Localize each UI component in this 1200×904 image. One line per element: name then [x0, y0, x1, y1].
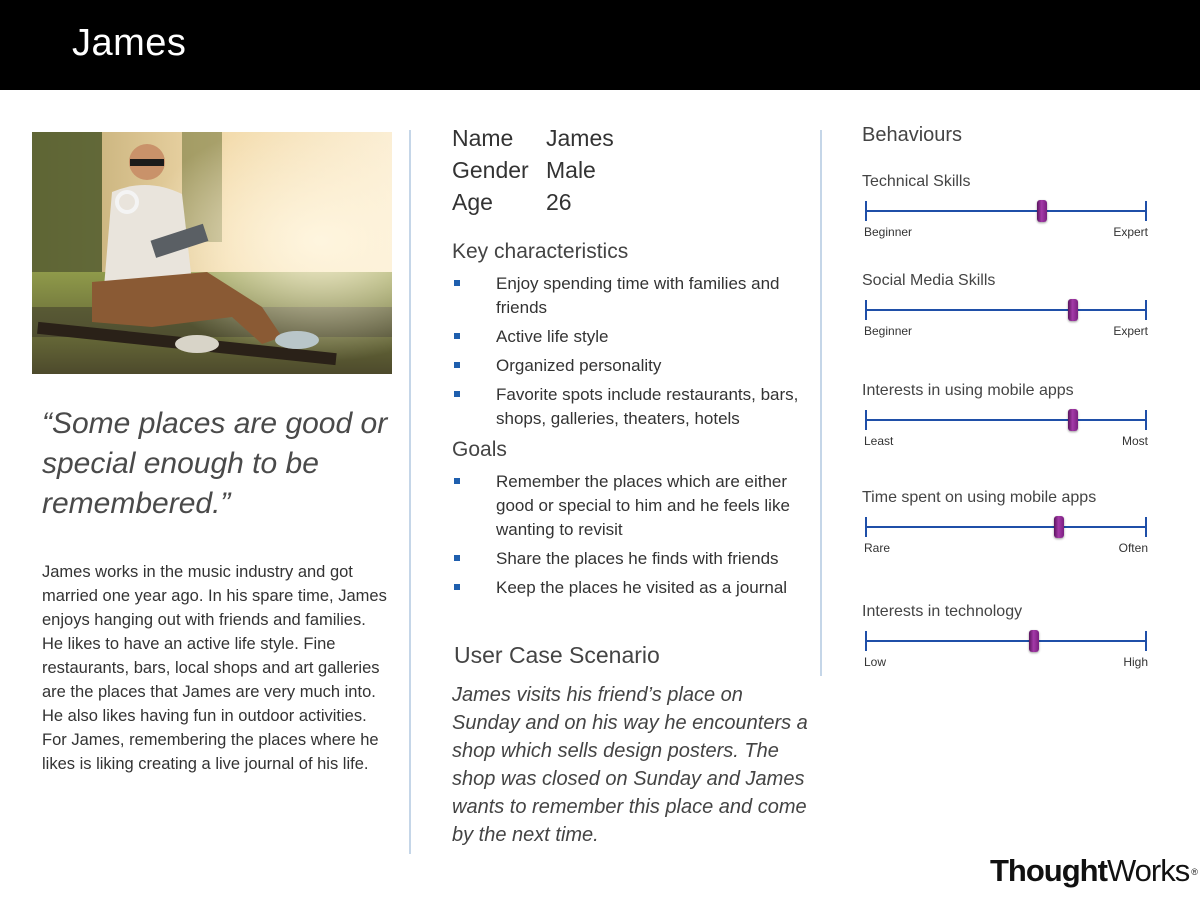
slider-max-label: Expert	[1113, 324, 1148, 338]
profile-value: Male	[546, 157, 596, 183]
page-title: James	[72, 22, 187, 64]
registered-mark: ®	[1191, 867, 1198, 877]
persona-quote: “Some places are good or special enough to be remembered.”	[42, 407, 388, 520]
profile-label: Age	[452, 189, 493, 215]
scenario-text: James visits his friend’s place on Sunday and on his way he encounters a shop which sells design posters. The shop was closed on Sunday and James wants to remember this place and come by the next time.	[452, 684, 808, 846]
slider-cap-left	[865, 410, 867, 430]
header-bar	[0, 0, 1200, 90]
list-item: Favorite spots include restaurants, bars, shops, galleries, theaters, hotels	[452, 383, 802, 431]
slider-max-label: Often	[1118, 541, 1148, 555]
goals-list	[452, 470, 802, 605]
slider-cap-right	[1145, 300, 1147, 320]
list-item: Share the places he finds with friends	[452, 547, 802, 571]
slider-knob	[1054, 516, 1064, 538]
slider-knob	[1068, 409, 1078, 431]
profile-row-gender	[452, 154, 614, 186]
slider-track	[866, 526, 1146, 528]
profile-label: Gender	[452, 157, 529, 183]
slider-knob	[1068, 299, 1078, 321]
list-item: Enjoy spending time with families and friends	[452, 272, 802, 320]
slider-track	[866, 640, 1146, 642]
scenario-title: User Case Scenario	[454, 642, 660, 668]
slider-cap-left	[865, 631, 867, 651]
behaviours-title: Behaviours	[862, 124, 963, 146]
logo-regular-text: Works	[1106, 853, 1190, 888]
goals-title: Goals	[452, 438, 507, 461]
slider-label: Interests in using mobile apps	[862, 382, 1074, 399]
slider-cap-left	[865, 201, 867, 221]
slider-track	[866, 309, 1146, 311]
key-characteristics-title: Key characteristics	[452, 240, 629, 263]
slider-knob	[1029, 630, 1039, 652]
profile-label: Name	[452, 125, 514, 151]
slider-label: Social Media Skills	[862, 272, 996, 289]
column-divider-right	[820, 130, 822, 676]
logo-bold-text: Thought	[990, 853, 1107, 888]
slider-cap-left	[865, 300, 867, 320]
slider-time-spent-mobile-apps	[862, 489, 1150, 569]
slider-min-label: Beginner	[864, 324, 913, 338]
slider-min-label: Least	[864, 434, 894, 448]
profile-value: 26	[546, 189, 572, 215]
slider-label: Interests in technology	[862, 603, 1023, 620]
slider-knob	[1037, 200, 1047, 222]
slider-label: Time spent on using mobile apps	[862, 489, 1097, 506]
slider-cap-left	[865, 517, 867, 537]
thoughtworks-logo	[990, 853, 1196, 889]
slider-max-label: Expert	[1113, 225, 1148, 239]
slider-cap-right	[1145, 201, 1147, 221]
slider-max-label: High	[1123, 655, 1148, 669]
profile-value: James	[546, 125, 614, 151]
profile-row-name	[452, 122, 614, 154]
slider-min-label: Beginner	[864, 225, 913, 239]
persona-bio: James works in the music industry and got married one year ago. In his spare time, James enjoys hanging out with friends and families. He likes to have an active life style. Fine restaurants, bars, local shops and art galleries are the places that James are very much into. He also likes having fun in outdoor activities. For James, remembering the places where he likes is liking creating a live journal of his life.	[42, 563, 387, 773]
profile-info	[452, 122, 614, 218]
slider-social-media-skills	[862, 272, 1150, 352]
slider-track	[866, 419, 1146, 421]
slider-track	[866, 210, 1146, 212]
profile-row-age	[452, 186, 614, 218]
slider-cap-right	[1145, 410, 1147, 430]
list-item: Remember the places which are either good or special to him and he feels like wanting to revisit	[452, 470, 802, 542]
slider-interests-mobile-apps	[862, 382, 1150, 462]
slider-cap-right	[1145, 517, 1147, 537]
key-characteristics-list	[452, 272, 802, 436]
slider-technical-skills	[862, 173, 1150, 253]
slider-min-label: Rare	[864, 541, 891, 555]
persona-photo	[32, 132, 392, 374]
persona-photo-image	[32, 132, 392, 374]
slider-interests-technology	[862, 603, 1150, 683]
column-divider-left	[409, 130, 411, 854]
list-item: Organized personality	[452, 354, 802, 378]
slider-cap-right	[1145, 631, 1147, 651]
slider-min-label: Low	[864, 655, 887, 669]
list-item: Keep the places he visited as a journal	[452, 576, 802, 600]
slider-label: Technical Skills	[862, 173, 971, 190]
slider-max-label: Most	[1121, 434, 1148, 448]
list-item: Active life style	[452, 325, 802, 349]
